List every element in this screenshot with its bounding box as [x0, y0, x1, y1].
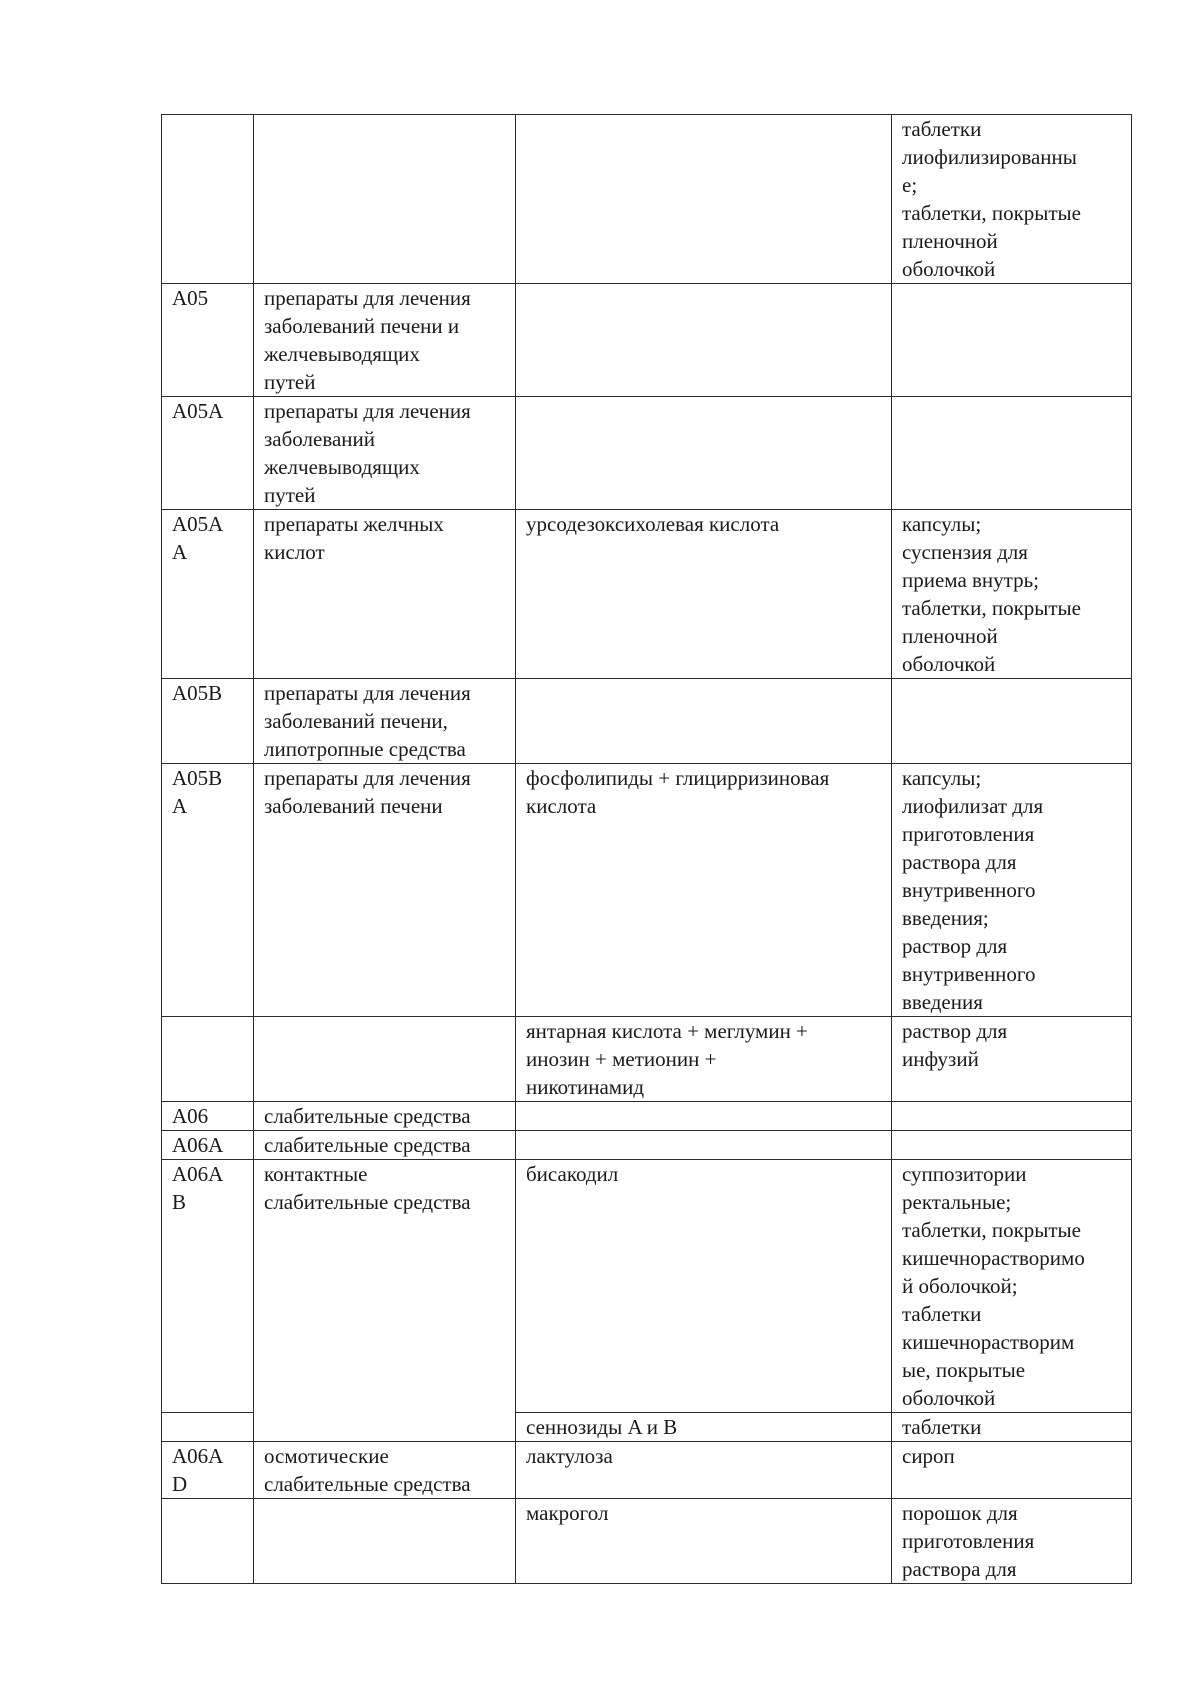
code-cell: A05A	[162, 397, 254, 510]
table-row	[162, 1102, 1132, 1131]
form-cell	[892, 284, 1132, 397]
form-cell: раствор для инфузий	[892, 1017, 1132, 1102]
table-row	[162, 1160, 1132, 1413]
table-row	[162, 1413, 1132, 1442]
code-cell	[162, 115, 254, 284]
form-cell	[892, 1102, 1132, 1131]
form-cell: сироп	[892, 1442, 1132, 1499]
form-cell: капсулы; лиофилизат для приготовления раствора для внутривенного введения; раствор для внутривенного введения	[892, 764, 1132, 1017]
group-cell: контактные слабительные средства	[254, 1160, 516, 1413]
group-cell: осмотические слабительные средства	[254, 1442, 516, 1499]
table-row	[162, 284, 1132, 397]
code-cell: A05B A	[162, 764, 254, 1017]
form-cell: порошок для приготовления раствора для	[892, 1499, 1132, 1584]
drug-cell	[516, 115, 892, 284]
code-cell: A05	[162, 284, 254, 397]
form-cell: таблетки	[892, 1413, 1132, 1442]
drug-cell	[516, 679, 892, 764]
code-cell	[162, 1017, 254, 1102]
group-cell: препараты желчных кислот	[254, 510, 516, 679]
code-cell: A06	[162, 1102, 254, 1131]
drug-cell: фосфолипиды + глицирризиновая кислота	[516, 764, 892, 1017]
drug-cell: янтарная кислота + меглумин + инозин + метионин + никотинамид	[516, 1017, 892, 1102]
drug-cell	[516, 1102, 892, 1131]
form-cell: таблетки лиофилизированны е; таблетки, покрытые пленочной оболочкой	[892, 115, 1132, 284]
code-cell	[162, 1499, 254, 1584]
group-cell	[254, 1017, 516, 1102]
code-cell: A06A B	[162, 1160, 254, 1413]
table-row	[162, 397, 1132, 510]
code-cell: A05B	[162, 679, 254, 764]
form-cell: капсулы; суспензия для приема внутрь; таблетки, покрытые пленочной оболочкой	[892, 510, 1132, 679]
table-row	[162, 1017, 1132, 1102]
drug-cell: макрогол	[516, 1499, 892, 1584]
drug-cell	[516, 1131, 892, 1160]
table-row	[162, 764, 1132, 1017]
drug-cell: урсодезоксихолевая кислота	[516, 510, 892, 679]
code-cell: A06A	[162, 1131, 254, 1160]
group-cell: слабительные средства	[254, 1102, 516, 1131]
medication-table	[161, 114, 1132, 1584]
table-row	[162, 510, 1132, 679]
table-row	[162, 1131, 1132, 1160]
group-cell: препараты для лечения заболеваний печени	[254, 764, 516, 1017]
group-cell: препараты для лечения заболеваний печени, липотропные средства	[254, 679, 516, 764]
drug-cell: бисакодил	[516, 1160, 892, 1413]
drug-cell	[516, 284, 892, 397]
drug-cell: лактулоза	[516, 1442, 892, 1499]
drug-cell	[516, 397, 892, 510]
form-cell	[892, 1131, 1132, 1160]
group-cell: слабительные средства	[254, 1131, 516, 1160]
group-cell: препараты для лечения заболеваний печени и желчевыводящих путей	[254, 284, 516, 397]
table-row	[162, 679, 1132, 764]
group-cell	[254, 1499, 516, 1584]
form-cell: суппозитории ректальные; таблетки, покрытые кишечнорастворимо й оболочкой; таблетки кишечнорастворим ые, покрытые оболочкой	[892, 1160, 1132, 1413]
table-row	[162, 1499, 1132, 1584]
form-cell	[892, 679, 1132, 764]
group-cell: препараты для лечения заболеваний желчевыводящих путей	[254, 397, 516, 510]
code-cell	[162, 1413, 254, 1442]
form-cell	[892, 397, 1132, 510]
table-row	[162, 115, 1132, 284]
group-cell	[254, 1413, 516, 1442]
group-cell	[254, 115, 516, 284]
table-row	[162, 1442, 1132, 1499]
code-cell: A06A D	[162, 1442, 254, 1499]
drug-cell: сеннозиды A и B	[516, 1413, 892, 1442]
code-cell: A05A A	[162, 510, 254, 679]
